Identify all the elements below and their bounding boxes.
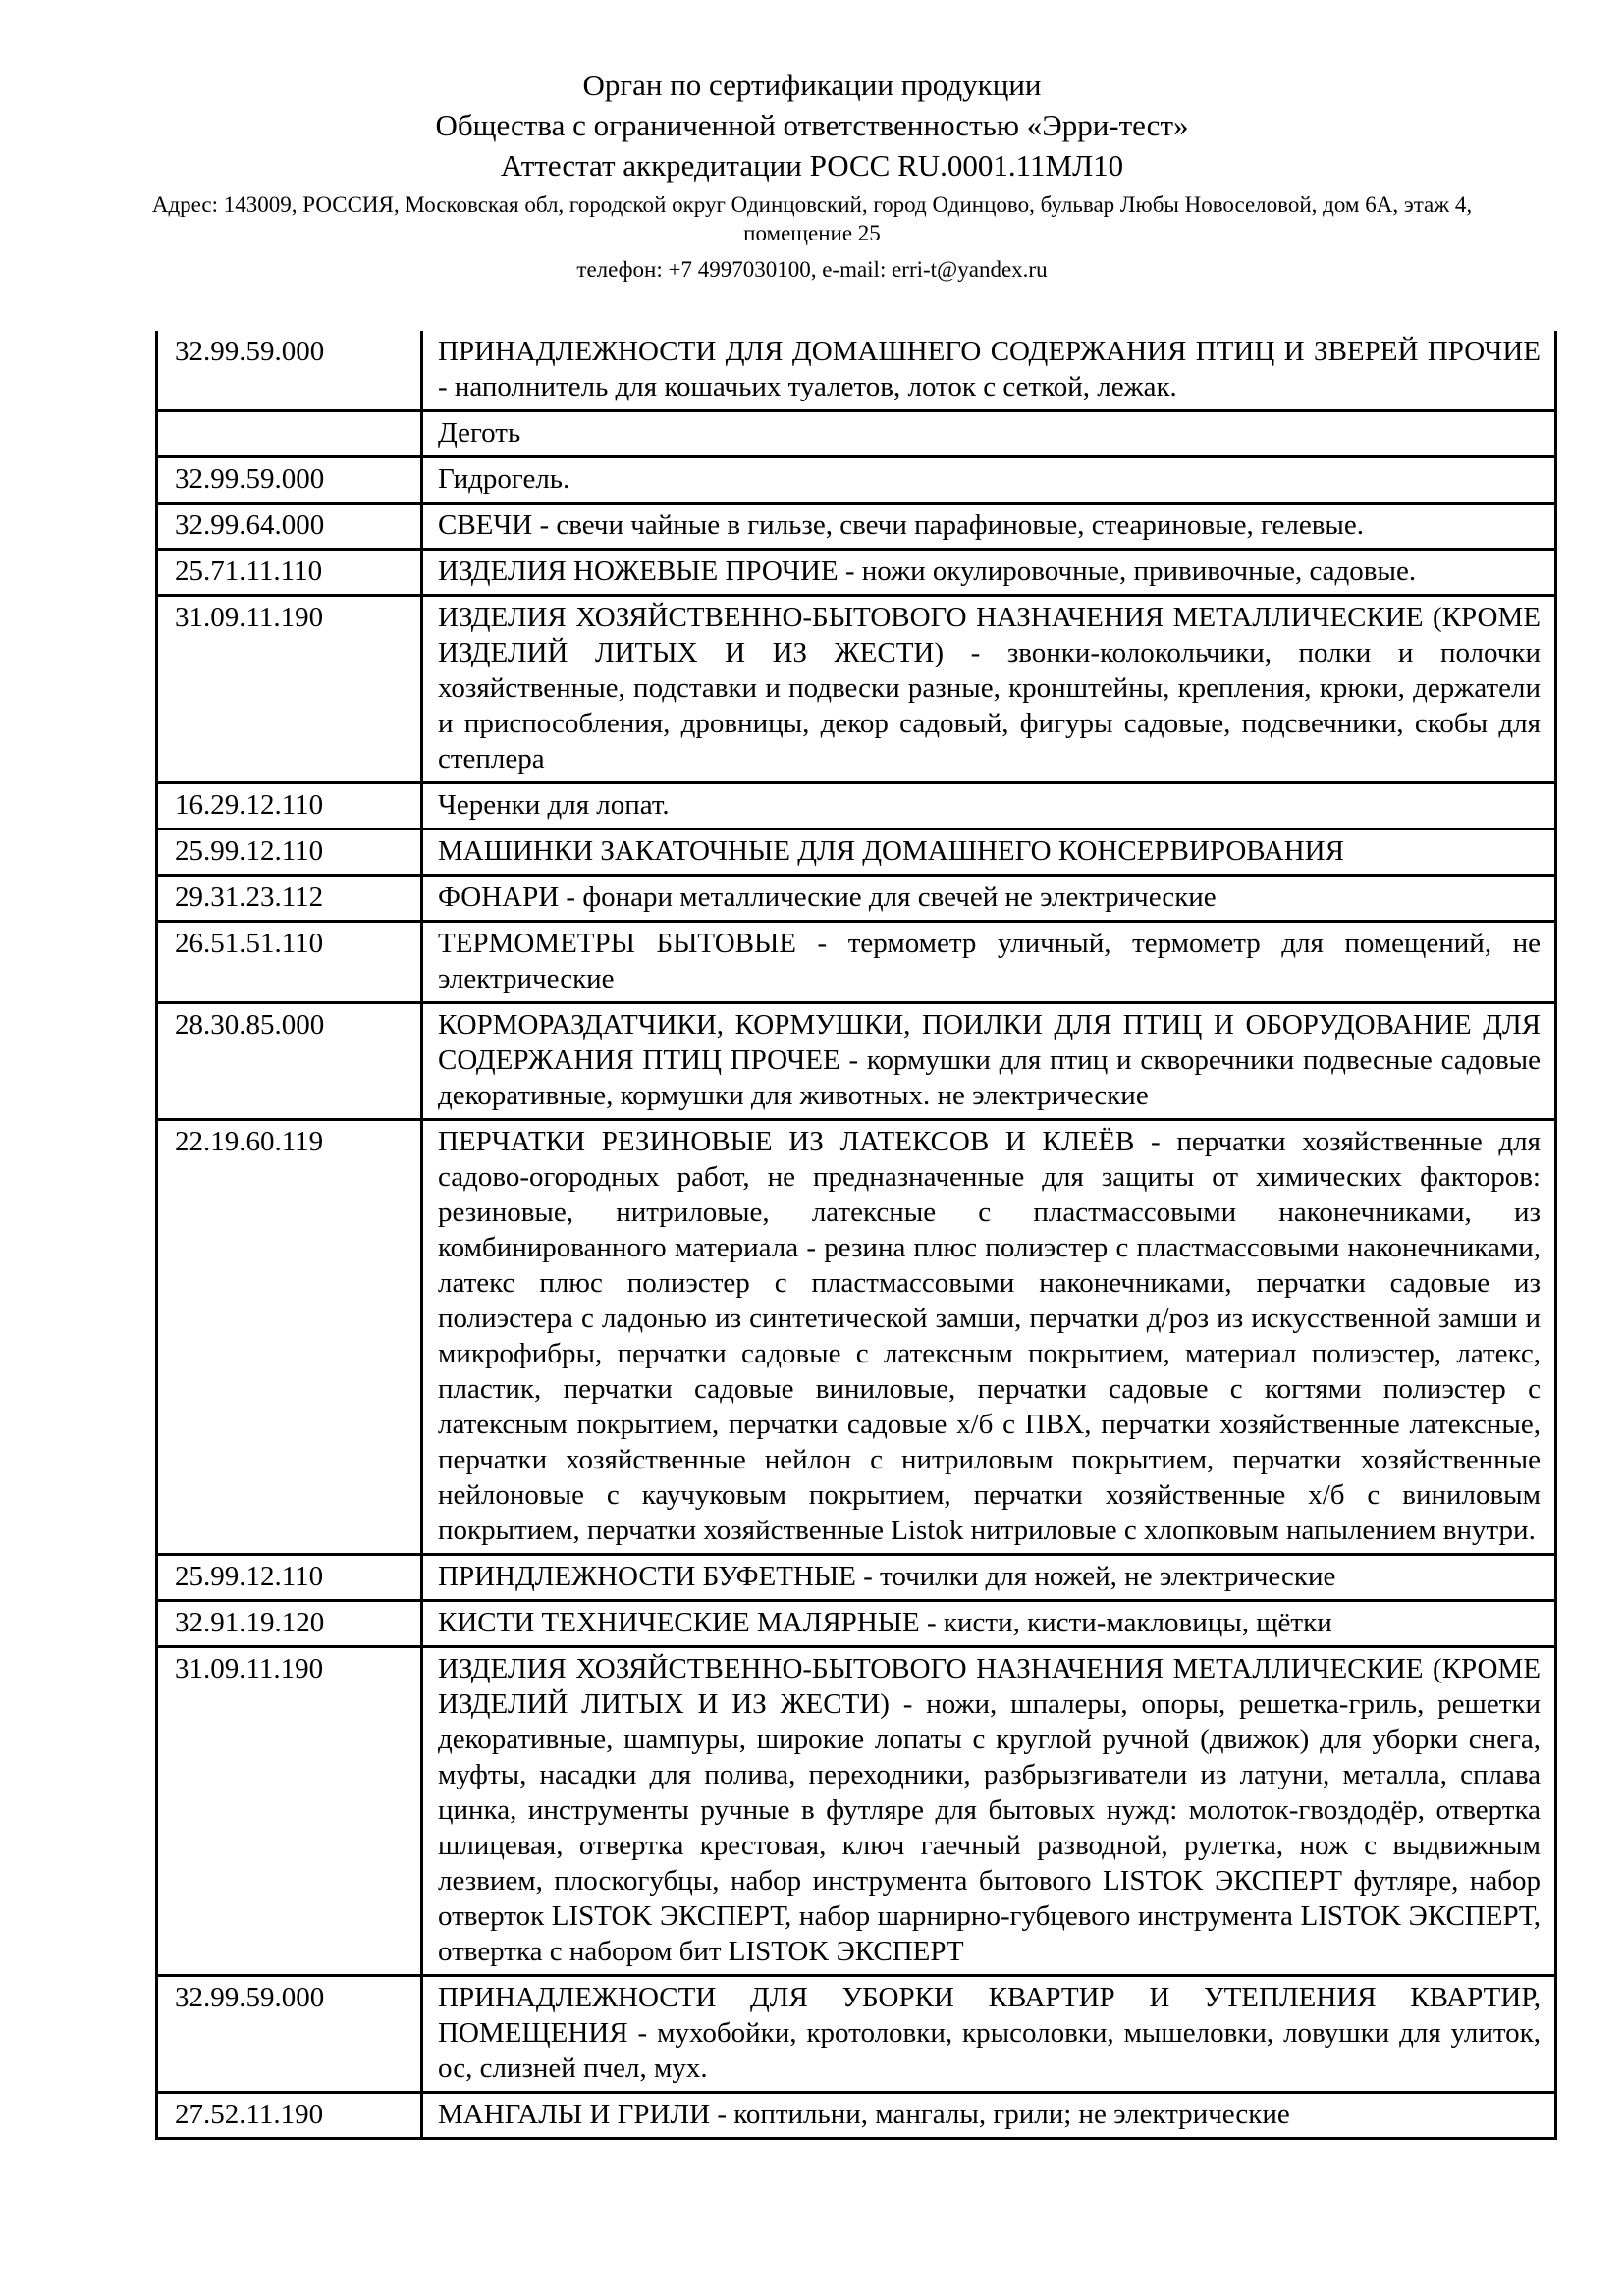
product-description: МАНГАЛЫ И ГРИЛИ - коптильни, мангалы, грили; не электрические [422,2093,1556,2139]
product-description: ТЕРМОМЕТРЫ БЫТОВЫЕ - термометр уличный, термометр для помещений, не электрические [422,922,1556,1003]
address-block [0,190,1624,247]
product-description: КОРМОРАЗДАТЧИКИ, КОРМУШКИ, ПОИЛКИ ДЛЯ ПТИЦ И ОБОРУДОВАНИЕ ДЛЯ СОДЕРЖАНИЯ ПТИЦ ПРОЧЕЕ - кормушки для птиц и скворечники подвесные садовые декоративные, кормушки для животных. не электрические [422,1003,1556,1120]
table-row [157,1555,1556,1601]
product-code: 16.29.12.110 [157,783,422,829]
table-row [157,876,1556,922]
product-description: ПРИНАДЛЕЖНОСТИ ДЛЯ ДОМАШНЕГО СОДЕРЖАНИЯ ПТИЦ И ЗВЕРЕЙ ПРОЧИЕ - наполнитель для кошачьих туалетов, лоток с сеткой, лежак. [422,331,1556,411]
product-description: ПРИНАДЛЕЖНОСТИ ДЛЯ УБОРКИ КВАРТИР И УТЕПЛЕНИЯ КВАРТИР, ПОМЕЩЕНИЯ - мухобойки, кротоловки, крысоловки, мышеловки, ловушки для улиток, ос, слизней пчел, мух. [422,1976,1556,2093]
table-row [157,2093,1556,2139]
product-description: МАШИНКИ ЗАКАТОЧНЫЕ ДЛЯ ДОМАШНЕГО КОНСЕРВИРОВАНИЯ [422,829,1556,876]
product-code: 22.19.60.119 [157,1120,422,1555]
contacts-line: телефон: +7 4997030100, e-mail: erri-t@yandex.ru [576,257,1048,282]
product-code: 32.99.64.000 [157,504,422,550]
product-description: ФОНАРИ - фонари металлические для свечей не электрические [422,876,1556,922]
table-row [157,1601,1556,1647]
product-code: 29.31.23.112 [157,876,422,922]
table-row [157,1120,1556,1555]
product-table-wrap [155,331,1624,2140]
table-row [157,596,1556,783]
product-code: 31.09.11.190 [157,596,422,783]
product-description: Деготь [422,411,1556,457]
product-code: 32.99.59.000 [157,1976,422,2093]
table-row [157,1003,1556,1120]
product-code [157,411,422,457]
product-code: 25.99.12.110 [157,1555,422,1601]
product-code: 28.30.85.000 [157,1003,422,1120]
table-row [157,829,1556,876]
product-description: ИЗДЕЛИЯ ХОЗЯЙСТВЕННО-БЫТОВОГО НАЗНАЧЕНИЯ МЕТАЛЛИЧЕСКИЕ (КРОМЕ ИЗДЕЛИЙ ЛИТЫХ И ИЗ ЖЕСТИ) - звонки-колокольчики, полки и полочки хозяйственные, подставки и подвески разные, кронштейны, крепления, крюки, держатели и приспособления, дровницы, декор садовый, фигуры садовые, подсвечники, скобы для степлера [422,596,1556,783]
product-table [155,331,1557,2140]
table-row [157,1647,1556,1976]
product-description: ПЕРЧАТКИ РЕЗИНОВЫЕ ИЗ ЛАТЕКСОВ И КЛЕЁВ - перчатки хозяйственные для садово-огородных работ, не предназначенные для защиты от химических факторов: резиновые, нитриловые, латексные с пластмассовыми наконечниками, из комбинированного материала - резина плюс полиэстер с пластмассовыми наконечниками, латекс плюс полиэстер с пластмассовыми наконечниками, перчатки садовые из полиэстера с ладонью из синтетической замши, перчатки д/роз из искусственной замши и микрофибры, перчатки садовые с латексным покрытием, материал полиэстер, латекс, пластик, перчатки садовые виниловые, перчатки садовые с когтями полиэстер с латексным покрытием, перчатки садовые х/б с ПВХ, перчатки хозяйственные латексные, перчатки хозяйственные нейлон с нитриловым покрытием, перчатки хозяйственные нейлоновые с каучуковым покрытием, перчатки хозяйственные х/б с виниловым покрытием, перчатки хозяйственные Listok нитриловые с хлопковым напылением внутри. [422,1120,1556,1555]
table-row [157,411,1556,457]
org-title-line-1: Орган по сертификации продукции [582,68,1042,102]
table-row [157,783,1556,829]
table-row [157,922,1556,1003]
product-description: ПРИНДЛЕЖНОСТИ БУФЕТНЫЕ - точилки для ножей, не электрические [422,1555,1556,1601]
product-description: Черенки для лопат. [422,783,1556,829]
product-code: 25.99.12.110 [157,829,422,876]
table-row [157,504,1556,550]
product-code: 31.09.11.190 [157,1647,422,1976]
table-row [157,1976,1556,2093]
document-header [0,0,1624,284]
product-description: Гидрогель. [422,457,1556,504]
table-row [157,457,1556,504]
product-table-body [157,331,1556,2139]
address-line-2: помещение 25 [743,221,881,245]
address-line-1: Адрес: 143009, РОССИЯ, Московская обл, городской округ Одинцовский, город Одинцово, бульвар Любы Новоселовой, дом 6А, этаж 4, [151,192,1473,217]
product-code: 32.99.59.000 [157,457,422,504]
table-row [157,331,1556,411]
product-code: 32.99.59.000 [157,331,422,411]
product-description: ИЗДЕЛИЯ ХОЗЯЙСТВЕННО-БЫТОВОГО НАЗНАЧЕНИЯ МЕТАЛЛИЧЕСКИЕ (КРОМЕ ИЗДЕЛИЙ ЛИТЫХ И ИЗ ЖЕСТИ) - ножи, шпалеры, опоры, решетка-гриль, решетки декоративные, шампуры, широкие лопаты с круглой ручной (движок) для уборки снега, муфты, насадки для полива, переходники, разбрызгиватели из латуни, металла, сплава цинка, инструменты ручные в футляре для бытовых нужд: молоток-гвоздодёр, отвертка шлицевая, отвертка крестовая, ключ гаечный разводной, рулетка, нож с выдвижным лезвием, плоскогубцы, набор инструмента бытового LISTOK ЭКСПЕРТ футляре, набор отверток LISTOK ЭКСПЕРТ, набор шарнирно-губцевого инструмента LISTOK ЭКСПЕРТ, отвертка с набором бит LISTOK ЭКСПЕРТ [422,1647,1556,1976]
table-row [157,550,1556,596]
org-title-line-2: Общества с ограниченной ответственностью «Эрри-тест» [435,108,1189,142]
product-description: ИЗДЕЛИЯ НОЖЕВЫЕ ПРОЧИЕ - ножи окулировочные, прививочные, садовые. [422,550,1556,596]
product-code: 25.71.11.110 [157,550,422,596]
product-code: 26.51.51.110 [157,922,422,1003]
product-description: СВЕЧИ - свечи чайные в гильзе, свечи парафиновые, стеариновые, гелевые. [422,504,1556,550]
product-description: КИСТИ ТЕХНИЧЕСКИЕ МАЛЯРНЫЕ - кисти, кисти-макловицы, щётки [422,1601,1556,1647]
product-code: 27.52.11.190 [157,2093,422,2139]
accreditation-line: Аттестат аккредитации РОСС RU.0001.11МЛ10 [500,148,1124,183]
product-code: 32.91.19.120 [157,1601,422,1647]
